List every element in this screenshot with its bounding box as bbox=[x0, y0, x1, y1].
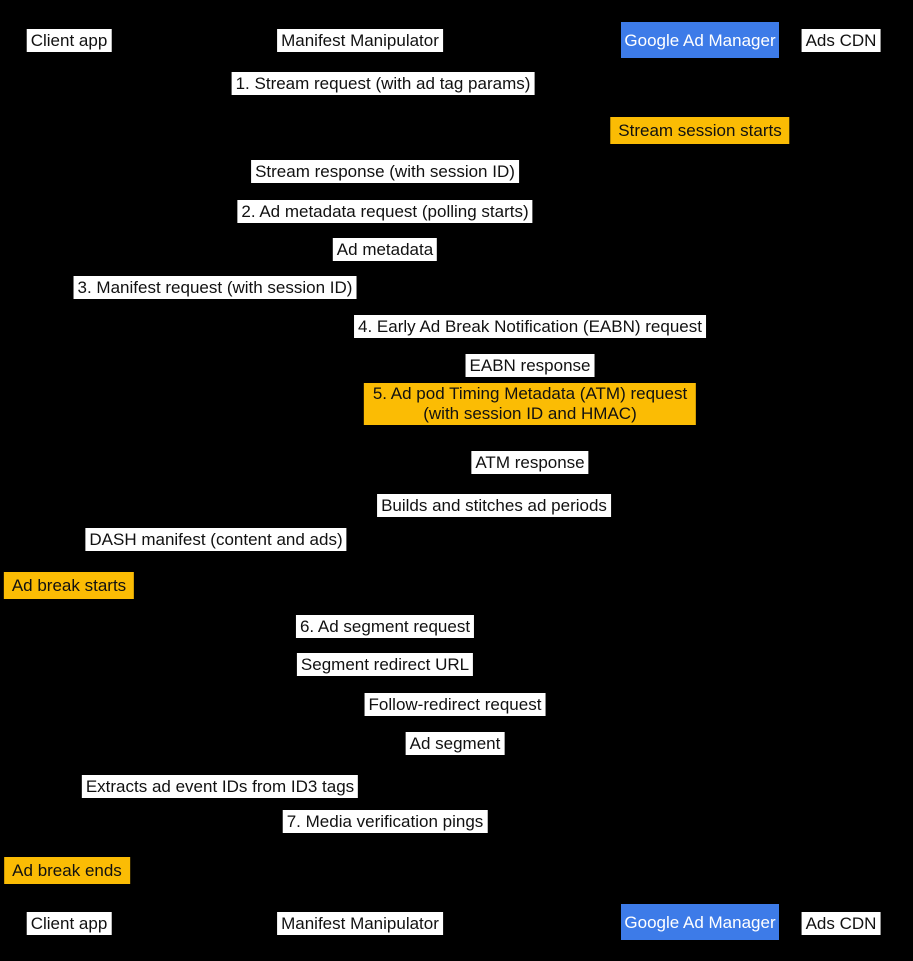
event-label-multiline bbox=[364, 383, 696, 425]
event-label: Stream session starts bbox=[610, 117, 789, 144]
message-label: 3. Manifest request (with session ID) bbox=[74, 276, 357, 299]
message-label: EABN response bbox=[466, 354, 595, 377]
actor-google-ad-manager-top: Google Ad Manager bbox=[621, 22, 779, 58]
event-label: Ad break starts bbox=[4, 572, 134, 599]
actor-ads-cdn-top: Ads CDN bbox=[802, 29, 881, 52]
message-label: Segment redirect URL bbox=[297, 653, 473, 676]
message-label: 4. Early Ad Break Notification (EABN) request bbox=[354, 315, 706, 338]
message-label: Builds and stitches ad periods bbox=[377, 494, 611, 517]
actor-google-ad-manager-bottom: Google Ad Manager bbox=[621, 904, 779, 940]
message-label: ATM response bbox=[471, 451, 588, 474]
actor-ads-cdn-bottom: Ads CDN bbox=[802, 912, 881, 935]
message-label: DASH manifest (content and ads) bbox=[85, 528, 346, 551]
event-label: Ad break ends bbox=[4, 857, 130, 884]
message-label: 7. Media verification pings bbox=[283, 810, 488, 833]
message-label: Follow-redirect request bbox=[365, 693, 546, 716]
message-label: 6. Ad segment request bbox=[296, 615, 474, 638]
message-label: Ad segment bbox=[406, 732, 505, 755]
message-label: Ad metadata bbox=[333, 238, 437, 261]
message-label: Stream response (with session ID) bbox=[251, 160, 519, 183]
event-label-line: (with session ID and HMAC) bbox=[423, 404, 637, 423]
message-label: Extracts ad event IDs from ID3 tags bbox=[82, 775, 358, 798]
message-label: 1. Stream request (with ad tag params) bbox=[232, 72, 535, 95]
actor-client-app-top: Client app bbox=[27, 29, 112, 52]
actor-manifest-manipulator-top: Manifest Manipulator bbox=[277, 29, 443, 52]
actor-manifest-manipulator-bottom: Manifest Manipulator bbox=[277, 912, 443, 935]
actor-client-app-bottom: Client app bbox=[27, 912, 112, 935]
message-label: 2. Ad metadata request (polling starts) bbox=[237, 200, 532, 223]
event-label-line: 5. Ad pod Timing Metadata (ATM) request bbox=[372, 384, 688, 403]
